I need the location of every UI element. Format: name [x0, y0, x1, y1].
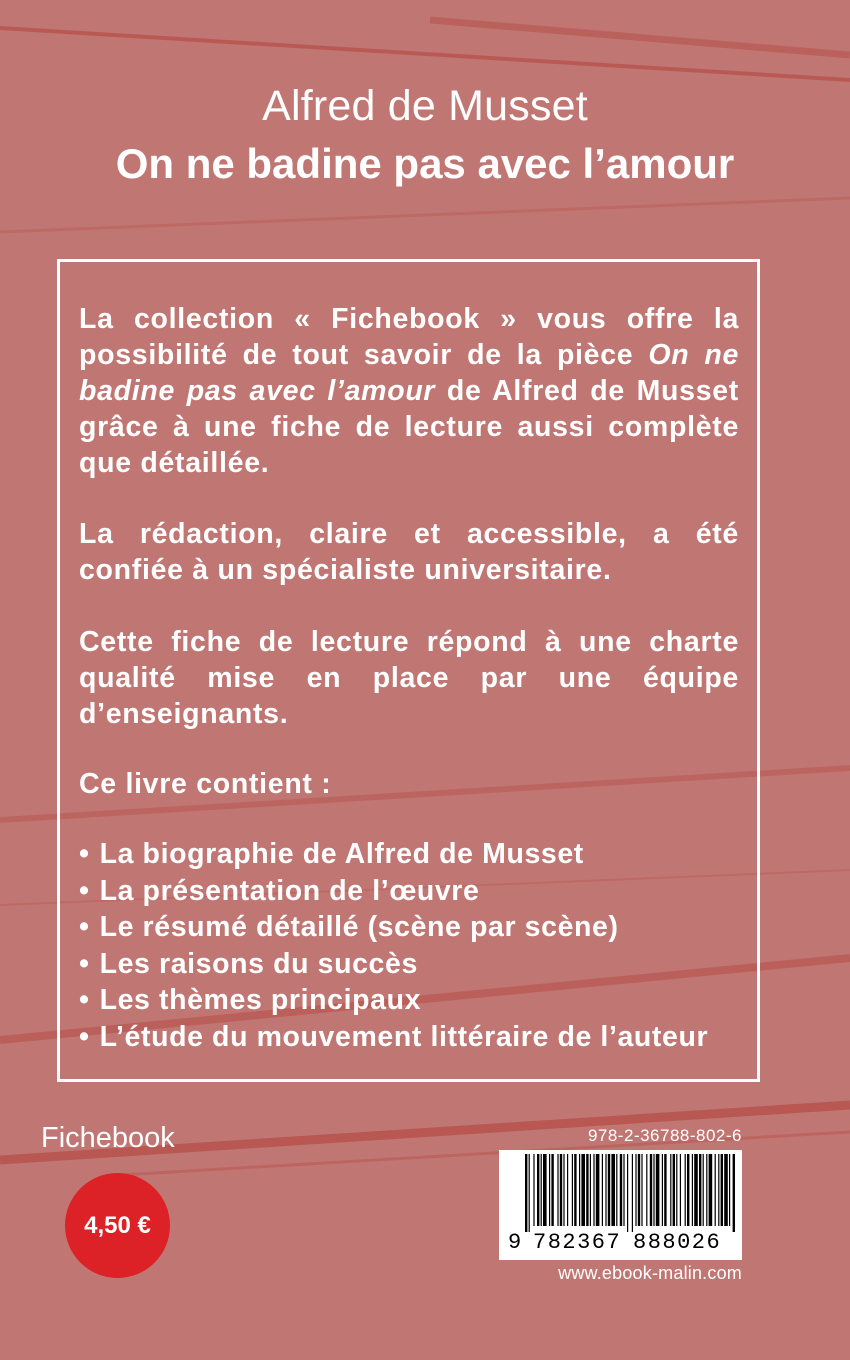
barcode-right-digits: 888026 — [633, 1230, 722, 1255]
barcode-bar — [605, 1154, 606, 1226]
list-item — [79, 946, 708, 983]
barcode-lead-digit: 9 — [508, 1230, 522, 1255]
list-item — [79, 1019, 708, 1056]
contents-heading: Ce livre contient : — [79, 768, 332, 800]
barcode-bar — [590, 1154, 591, 1226]
barcode-bar — [593, 1154, 594, 1226]
collection-text-end: de Alfred de Musset grâce à une fiche de lecture aussi complète que détaillée. — [79, 375, 739, 479]
barcode-bar — [632, 1154, 633, 1232]
barcode-bar — [715, 1154, 716, 1226]
barcode-bar — [596, 1154, 600, 1226]
list-item — [79, 836, 708, 873]
barcode-bar — [638, 1154, 640, 1226]
barcode-bar — [537, 1154, 539, 1226]
barcode-bar — [611, 1154, 615, 1226]
barcode-bar — [623, 1154, 624, 1226]
description-paragraph-collection — [79, 301, 739, 481]
barcode-bar — [650, 1154, 652, 1226]
barcode-bar — [646, 1154, 647, 1226]
collection-text: La collection « Fichebook » vous offre la possibilité de tout savoir de la pièce — [79, 303, 739, 371]
barcode-bar — [699, 1154, 701, 1226]
barcode-bar — [670, 1154, 671, 1226]
description-paragraph-writing: La rédaction, claire et accessible, a été confiée à un spécialiste universitaire. — [79, 518, 739, 586]
bullet-icon: • — [79, 1020, 90, 1053]
barcode-bar — [579, 1154, 580, 1226]
barcode-bar — [581, 1154, 585, 1226]
barcode-bar — [602, 1154, 603, 1226]
barcode-bar — [703, 1154, 704, 1226]
barcode-bar — [620, 1154, 622, 1226]
barcode-bar — [729, 1154, 730, 1226]
contents-list — [79, 836, 708, 1056]
barcode-bar — [557, 1154, 558, 1226]
barcode — [499, 1150, 742, 1260]
list-item-label: Les thèmes principaux — [99, 984, 422, 1017]
isbn-label: 978-2-36788-802-6 — [587, 1126, 742, 1145]
bullet-icon: • — [79, 874, 90, 907]
barcode-bar — [706, 1154, 707, 1226]
bullet-icon: • — [79, 984, 90, 1017]
barcode-bar — [563, 1154, 564, 1226]
barcode-bar — [608, 1154, 610, 1226]
barcode-bar — [574, 1154, 576, 1226]
barcode-bar — [529, 1154, 530, 1232]
barcode-bar — [664, 1154, 666, 1226]
barcode-bar — [586, 1154, 588, 1226]
barcode-bar — [656, 1154, 660, 1226]
description-paragraph-quality: Cette fiche de lecture répond à une charte qualité mise en place par une équipe d’enseignants. — [79, 626, 739, 730]
bullet-icon: • — [79, 911, 90, 944]
barcode-bar — [549, 1154, 550, 1226]
barcode-bar — [551, 1154, 553, 1226]
barcode-bar — [676, 1154, 677, 1226]
barcode-bar — [718, 1154, 719, 1226]
barcode-bar — [627, 1154, 628, 1232]
author-name: Alfred de Musset — [262, 82, 588, 130]
barcode-bar — [724, 1154, 728, 1226]
list-item — [79, 873, 708, 910]
list-item-label: Le résumé détaillé (scène par scène) — [99, 911, 619, 944]
barcode-bar — [641, 1154, 642, 1226]
barcode-bar — [541, 1154, 542, 1226]
barcode-bar — [616, 1154, 617, 1226]
bullet-icon: • — [79, 838, 90, 870]
publisher-website: www.ebook-malin.com — [558, 1263, 742, 1283]
barcode-bar — [687, 1154, 689, 1226]
barcode-bar — [533, 1154, 534, 1226]
list-item-label: Les raisons du succès — [99, 947, 418, 980]
barcode-bar — [709, 1154, 713, 1226]
price-badge: 4,50 € — [65, 1173, 170, 1278]
list-item — [79, 982, 708, 1019]
barcode-bar — [673, 1154, 675, 1226]
barcode-bar — [653, 1154, 654, 1226]
barcode-bar — [733, 1154, 735, 1232]
barcode-bar — [543, 1154, 547, 1226]
barcode-bar — [567, 1154, 568, 1226]
barcode-bar — [694, 1154, 698, 1226]
bullet-icon: • — [79, 947, 90, 980]
barcode-left-digits: 782367 — [533, 1230, 622, 1255]
list-item-label: La présentation de l’œuvre — [99, 874, 480, 907]
barcode-bar — [560, 1154, 562, 1226]
decorative-stripe — [0, 28, 850, 80]
barcode-bars — [503, 1154, 738, 1232]
decorative-stripe — [430, 20, 850, 55]
barcode-bar — [692, 1154, 693, 1226]
list-item — [79, 909, 708, 946]
barcode-bar — [685, 1154, 686, 1226]
decorative-stripe — [0, 198, 850, 232]
barcode-bar — [721, 1154, 723, 1226]
barcode-bar — [525, 1154, 527, 1232]
barcode-bar — [635, 1154, 636, 1226]
barcode-bar — [662, 1154, 663, 1226]
work-title-italic: On ne badine pas avec l’amour — [79, 339, 739, 407]
publisher-imprint: Fichebook — [41, 1122, 175, 1154]
barcode-bar — [680, 1154, 681, 1226]
book-title: On ne badine pas avec l’amour — [115, 140, 735, 187]
barcode-bar — [572, 1154, 573, 1226]
list-item-label: La biographie de Alfred de Musset — [99, 838, 584, 870]
list-item-label: L’étude du mouvement littéraire de l’auteur — [99, 1020, 709, 1053]
